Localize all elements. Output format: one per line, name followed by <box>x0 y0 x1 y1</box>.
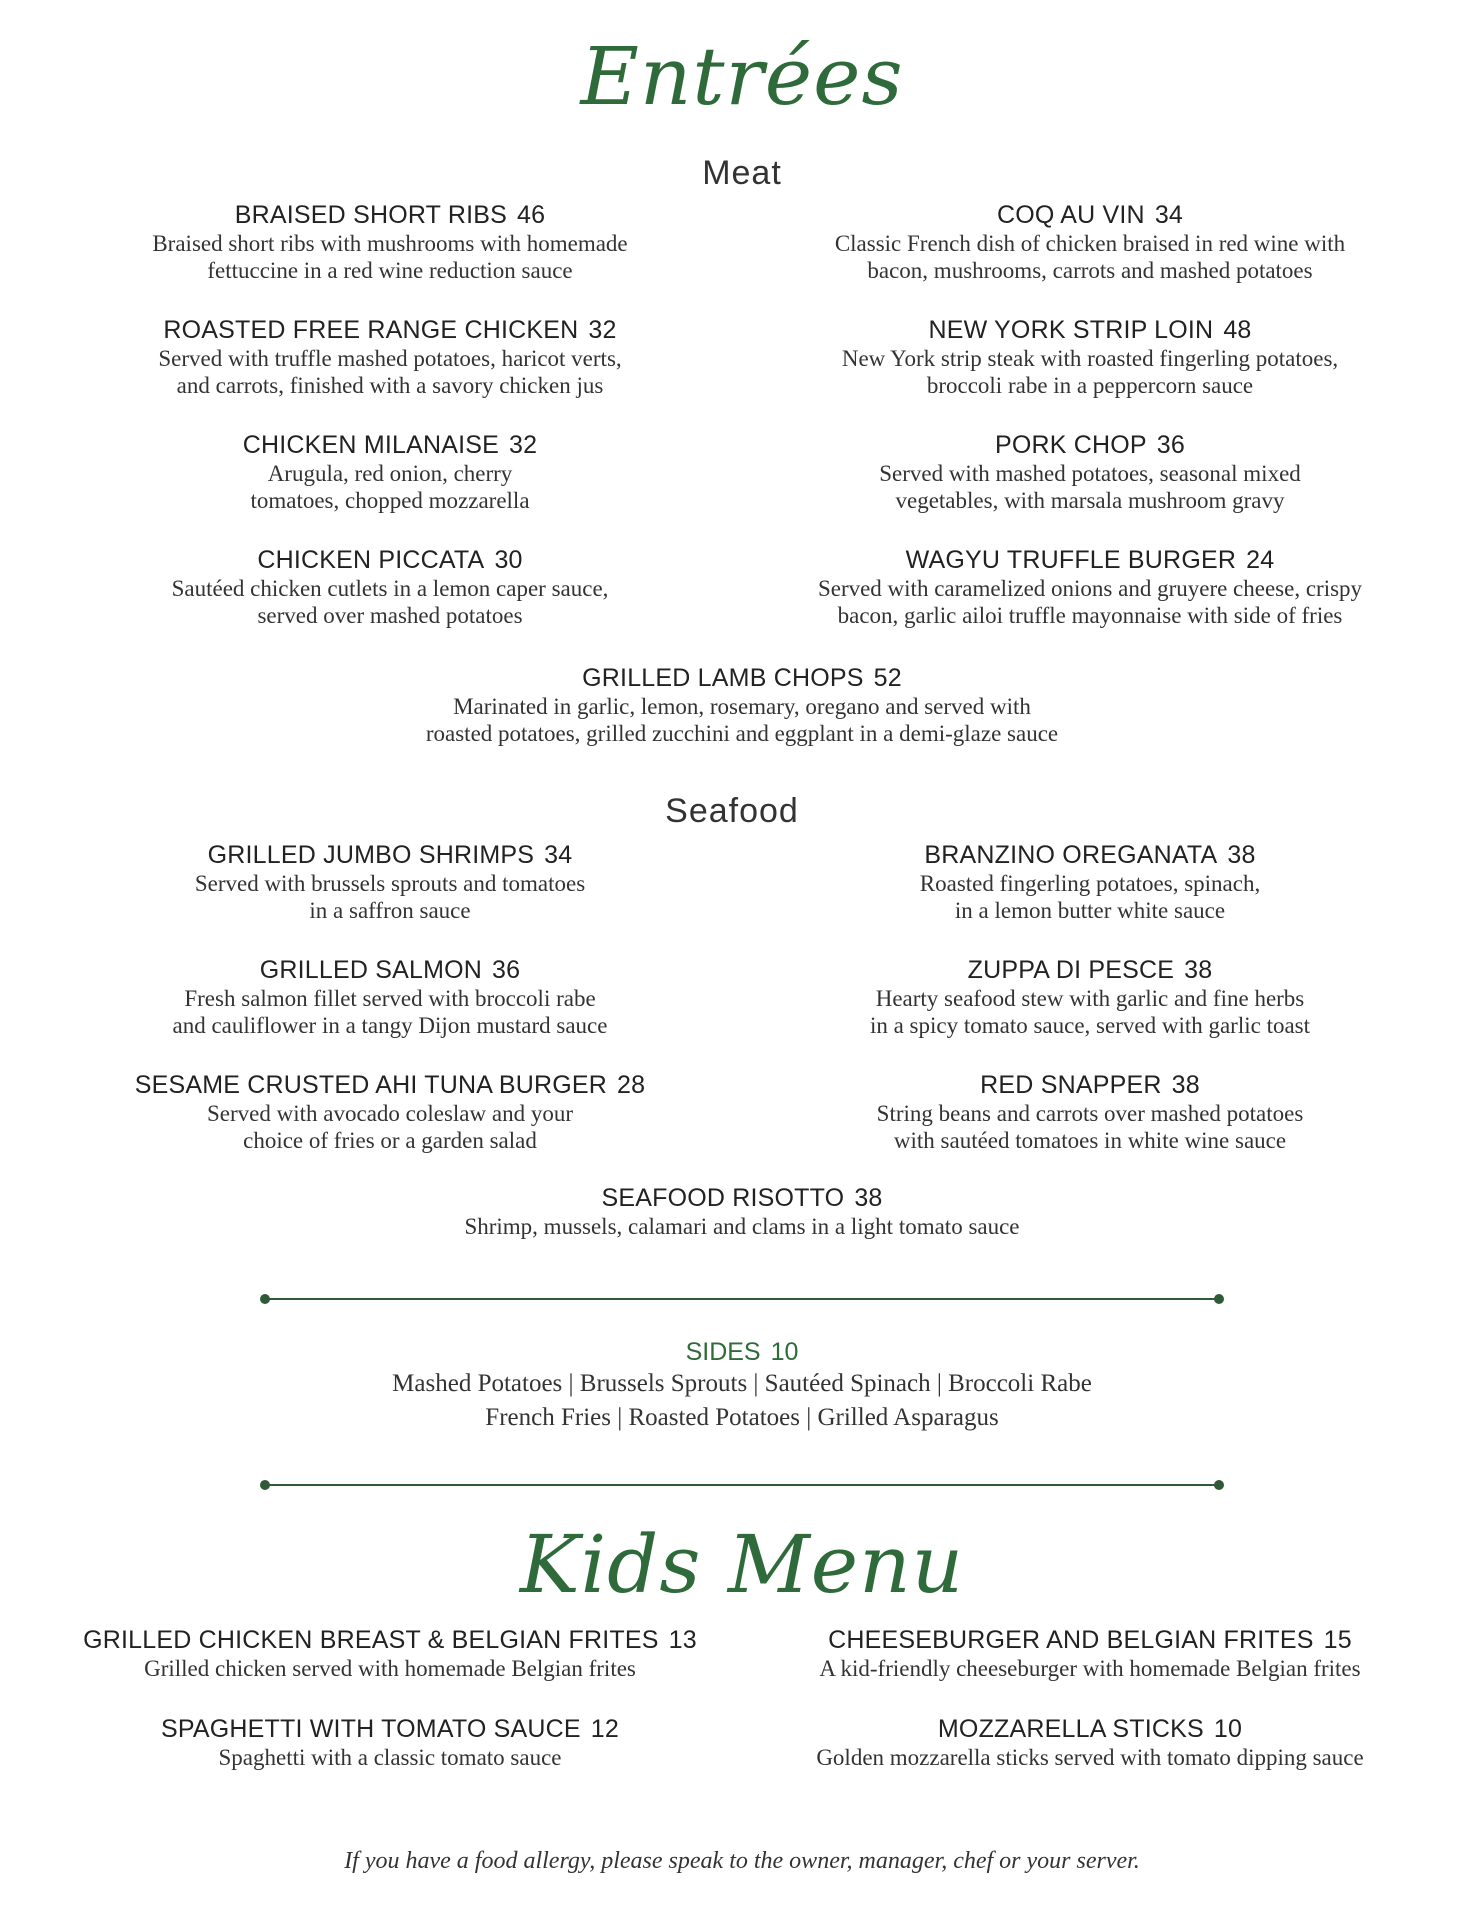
allergy-notice: If you have a food allergy, please speak to the owner, manager, chef or your server. <box>344 1848 1140 1874</box>
item-description: Fresh salmon fillet served with broccoli rabe <box>184 986 596 1011</box>
sides-list: Mashed Potatoes | Brussels Sprouts | Sautéed Spinach | Broccoli Rabe <box>392 1370 1092 1397</box>
item-description: Classic French dish of chicken braised in red wine with <box>834 231 1346 256</box>
item-name-line <box>60 1625 720 1655</box>
item-name: ZUPPA DI PESCE <box>967 956 1175 984</box>
item-description: Braised short ribs with mushrooms with homemade <box>152 231 628 256</box>
item-description: broccoli rabe in a peppercorn sauce <box>926 373 1254 398</box>
item-name-line <box>60 545 720 575</box>
entrees-title: Entrées <box>580 30 904 123</box>
item-name-line <box>760 545 1420 575</box>
item-description: Spaghetti with a classic tomato sauce <box>218 1745 562 1770</box>
item-name-line <box>60 430 720 460</box>
menu-item <box>760 1070 1420 1154</box>
divider-dot <box>260 1480 270 1490</box>
item-price: 36 <box>1156 431 1186 459</box>
item-name: SPAGHETTI WITH TOMATO SAUCE <box>160 1715 581 1743</box>
menu-item <box>60 840 720 924</box>
item-name-line <box>60 840 720 870</box>
item-description: Roasted fingerling potatoes, spinach, <box>919 871 1261 896</box>
item-name-line <box>760 1070 1420 1100</box>
sides-title: SIDES <box>685 1338 761 1366</box>
item-price: 15 <box>1323 1626 1352 1654</box>
item-description: Golden mozzarella sticks served with tomato dipping sauce <box>816 1745 1364 1770</box>
menu-item <box>60 430 720 514</box>
item-description: fettuccine in a red wine reduction sauce <box>207 258 573 283</box>
item-name: CHICKEN MILANAISE <box>242 431 499 459</box>
item-price: 48 <box>1223 316 1252 344</box>
sides-section <box>200 1337 1284 1435</box>
item-name-line <box>60 955 720 985</box>
sides-list: French Fries | Roasted Potatoes | Grilled Asparagus <box>485 1404 999 1431</box>
item-description: Served with truffle mashed potatoes, haricot verts, <box>158 346 622 371</box>
item-price: 10 <box>1213 1715 1243 1743</box>
menu-item <box>60 1070 720 1154</box>
item-description: and carrots, finished with a savory chicken jus <box>176 373 604 398</box>
item-price: 12 <box>590 1715 619 1743</box>
divider-dot <box>1214 1294 1224 1304</box>
item-price: 30 <box>494 546 523 574</box>
menu-item <box>60 1714 720 1771</box>
item-name-line <box>60 315 720 345</box>
item-description: String beans and carrots over mashed potatoes <box>876 1101 1304 1126</box>
item-name: NEW YORK STRIP LOIN <box>928 316 1214 344</box>
item-name-line <box>300 663 1184 693</box>
item-name-line <box>60 200 720 230</box>
sides-title-line <box>200 1337 1284 1367</box>
item-name: CHICKEN PICCATA <box>257 546 485 574</box>
item-description: Shrimp, mussels, calamari and clams in a light tomato sauce <box>464 1214 1020 1239</box>
item-description: Served with brussels sprouts and tomatoes <box>194 871 586 896</box>
menu-item <box>60 545 720 629</box>
item-description: in a spicy tomato sauce, served with garlic toast <box>869 1013 1311 1038</box>
menu-item <box>760 955 1420 1039</box>
item-name: WAGYU TRUFFLE BURGER <box>905 546 1237 574</box>
item-name: BRANZINO OREGANATA <box>924 841 1218 869</box>
item-description: Hearty seafood stew with garlic and fine herbs <box>875 986 1305 1011</box>
menu-item <box>760 430 1420 514</box>
meat-section-title: Meat <box>702 154 782 192</box>
item-price: 38 <box>1227 841 1256 869</box>
item-description: Arugula, red onion, cherry <box>267 461 513 486</box>
item-name-line <box>760 1625 1420 1655</box>
item-price: 34 <box>544 841 573 869</box>
menu-item <box>760 200 1420 284</box>
menu-item <box>760 545 1420 629</box>
item-name-line <box>760 955 1420 985</box>
item-name: MOZZARELLA STICKS <box>937 1715 1204 1743</box>
item-name: SEAFOOD RISOTTO <box>601 1184 845 1212</box>
item-price: 32 <box>509 431 538 459</box>
item-price: 28 <box>617 1071 646 1099</box>
item-price: 38 <box>854 1184 883 1212</box>
menu-item <box>760 840 1420 924</box>
item-description: bacon, mushrooms, carrots and mashed potatoes <box>867 258 1313 283</box>
item-name-line <box>760 430 1420 460</box>
item-description: Marinated in garlic, lemon, rosemary, oregano and served with <box>453 694 1031 719</box>
menu-item <box>760 1625 1420 1682</box>
item-name: GRILLED CHICKEN BREAST & BELGIAN FRITES <box>83 1626 659 1654</box>
item-description: served over mashed potatoes <box>257 603 523 628</box>
item-name: GRILLED JUMBO SHRIMPS <box>207 841 535 869</box>
item-description: Served with mashed potatoes, seasonal mixed <box>879 461 1301 486</box>
item-price: 52 <box>873 664 902 692</box>
item-description: choice of fries or a garden salad <box>243 1128 537 1153</box>
item-description: Served with avocado coleslaw and your <box>207 1101 573 1126</box>
item-name: PORK CHOP <box>994 431 1147 459</box>
item-description: in a saffron sauce <box>309 898 471 923</box>
item-name-line <box>760 840 1420 870</box>
menu-item <box>60 200 720 284</box>
item-description: in a lemon butter white sauce <box>954 898 1226 923</box>
item-name: COQ AU VIN <box>996 201 1145 229</box>
seafood-section-title: Seafood <box>665 792 799 830</box>
menu-item <box>300 663 1184 747</box>
item-description: Sautéed chicken cutlets in a lemon caper sauce, <box>171 576 609 601</box>
item-description: Served with caramelized onions and gruyere cheese, crispy <box>817 576 1363 601</box>
item-description: and cauliflower in a tangy Dijon mustard sauce <box>172 1013 608 1038</box>
sides-price: 10 <box>770 1338 799 1366</box>
item-price: 24 <box>1246 546 1275 574</box>
item-name: RED SNAPPER <box>980 1071 1162 1099</box>
item-name: GRILLED SALMON <box>259 956 483 984</box>
divider <box>264 1298 1220 1300</box>
divider <box>264 1484 1220 1486</box>
item-description: Grilled chicken served with homemade Belgian frites <box>144 1656 636 1681</box>
item-price: 13 <box>668 1626 697 1654</box>
divider-dot <box>260 1294 270 1304</box>
item-description: New York strip steak with roasted fingerling potatoes, <box>841 346 1339 371</box>
item-name-line <box>300 1183 1184 1213</box>
item-price: 38 <box>1171 1071 1200 1099</box>
menu-item <box>760 315 1420 399</box>
item-description: tomatoes, chopped mozzarella <box>250 488 530 513</box>
menu-item <box>760 1714 1420 1771</box>
item-price: 46 <box>516 201 546 229</box>
item-description: with sautéed tomatoes in white wine sauce <box>893 1128 1287 1153</box>
item-name-line <box>60 1714 720 1744</box>
menu-item <box>60 315 720 399</box>
item-price: 38 <box>1184 956 1213 984</box>
item-name-line <box>760 1714 1420 1744</box>
item-name: SESAME CRUSTED AHI TUNA BURGER <box>134 1071 608 1099</box>
item-description: bacon, garlic ailoi truffle mayonnaise with side of fries <box>837 603 1343 628</box>
item-description: A kid-friendly cheeseburger with homemade Belgian frites <box>819 1656 1361 1681</box>
item-price: 34 <box>1154 201 1184 229</box>
item-name-line <box>760 315 1420 345</box>
item-name: CHEESEBURGER AND BELGIAN FRITES <box>828 1626 1314 1654</box>
item-name: ROASTED FREE RANGE CHICKEN <box>163 316 579 344</box>
item-price: 36 <box>492 956 521 984</box>
divider-dot <box>1214 1480 1224 1490</box>
menu-item <box>60 1625 720 1682</box>
item-name: GRILLED LAMB CHOPS <box>582 664 864 692</box>
item-name-line <box>760 200 1420 230</box>
item-description: roasted potatoes, grilled zucchini and eggplant in a demi-glaze sauce <box>425 721 1059 746</box>
menu-item <box>60 955 720 1039</box>
item-name-line <box>60 1070 720 1100</box>
item-description: vegetables, with marsala mushroom gravy <box>895 488 1285 513</box>
item-price: 32 <box>588 316 617 344</box>
menu-item <box>300 1183 1184 1240</box>
kids-menu-title: Kids Menu <box>519 1518 965 1611</box>
item-name: BRAISED SHORT RIBS <box>234 201 507 229</box>
